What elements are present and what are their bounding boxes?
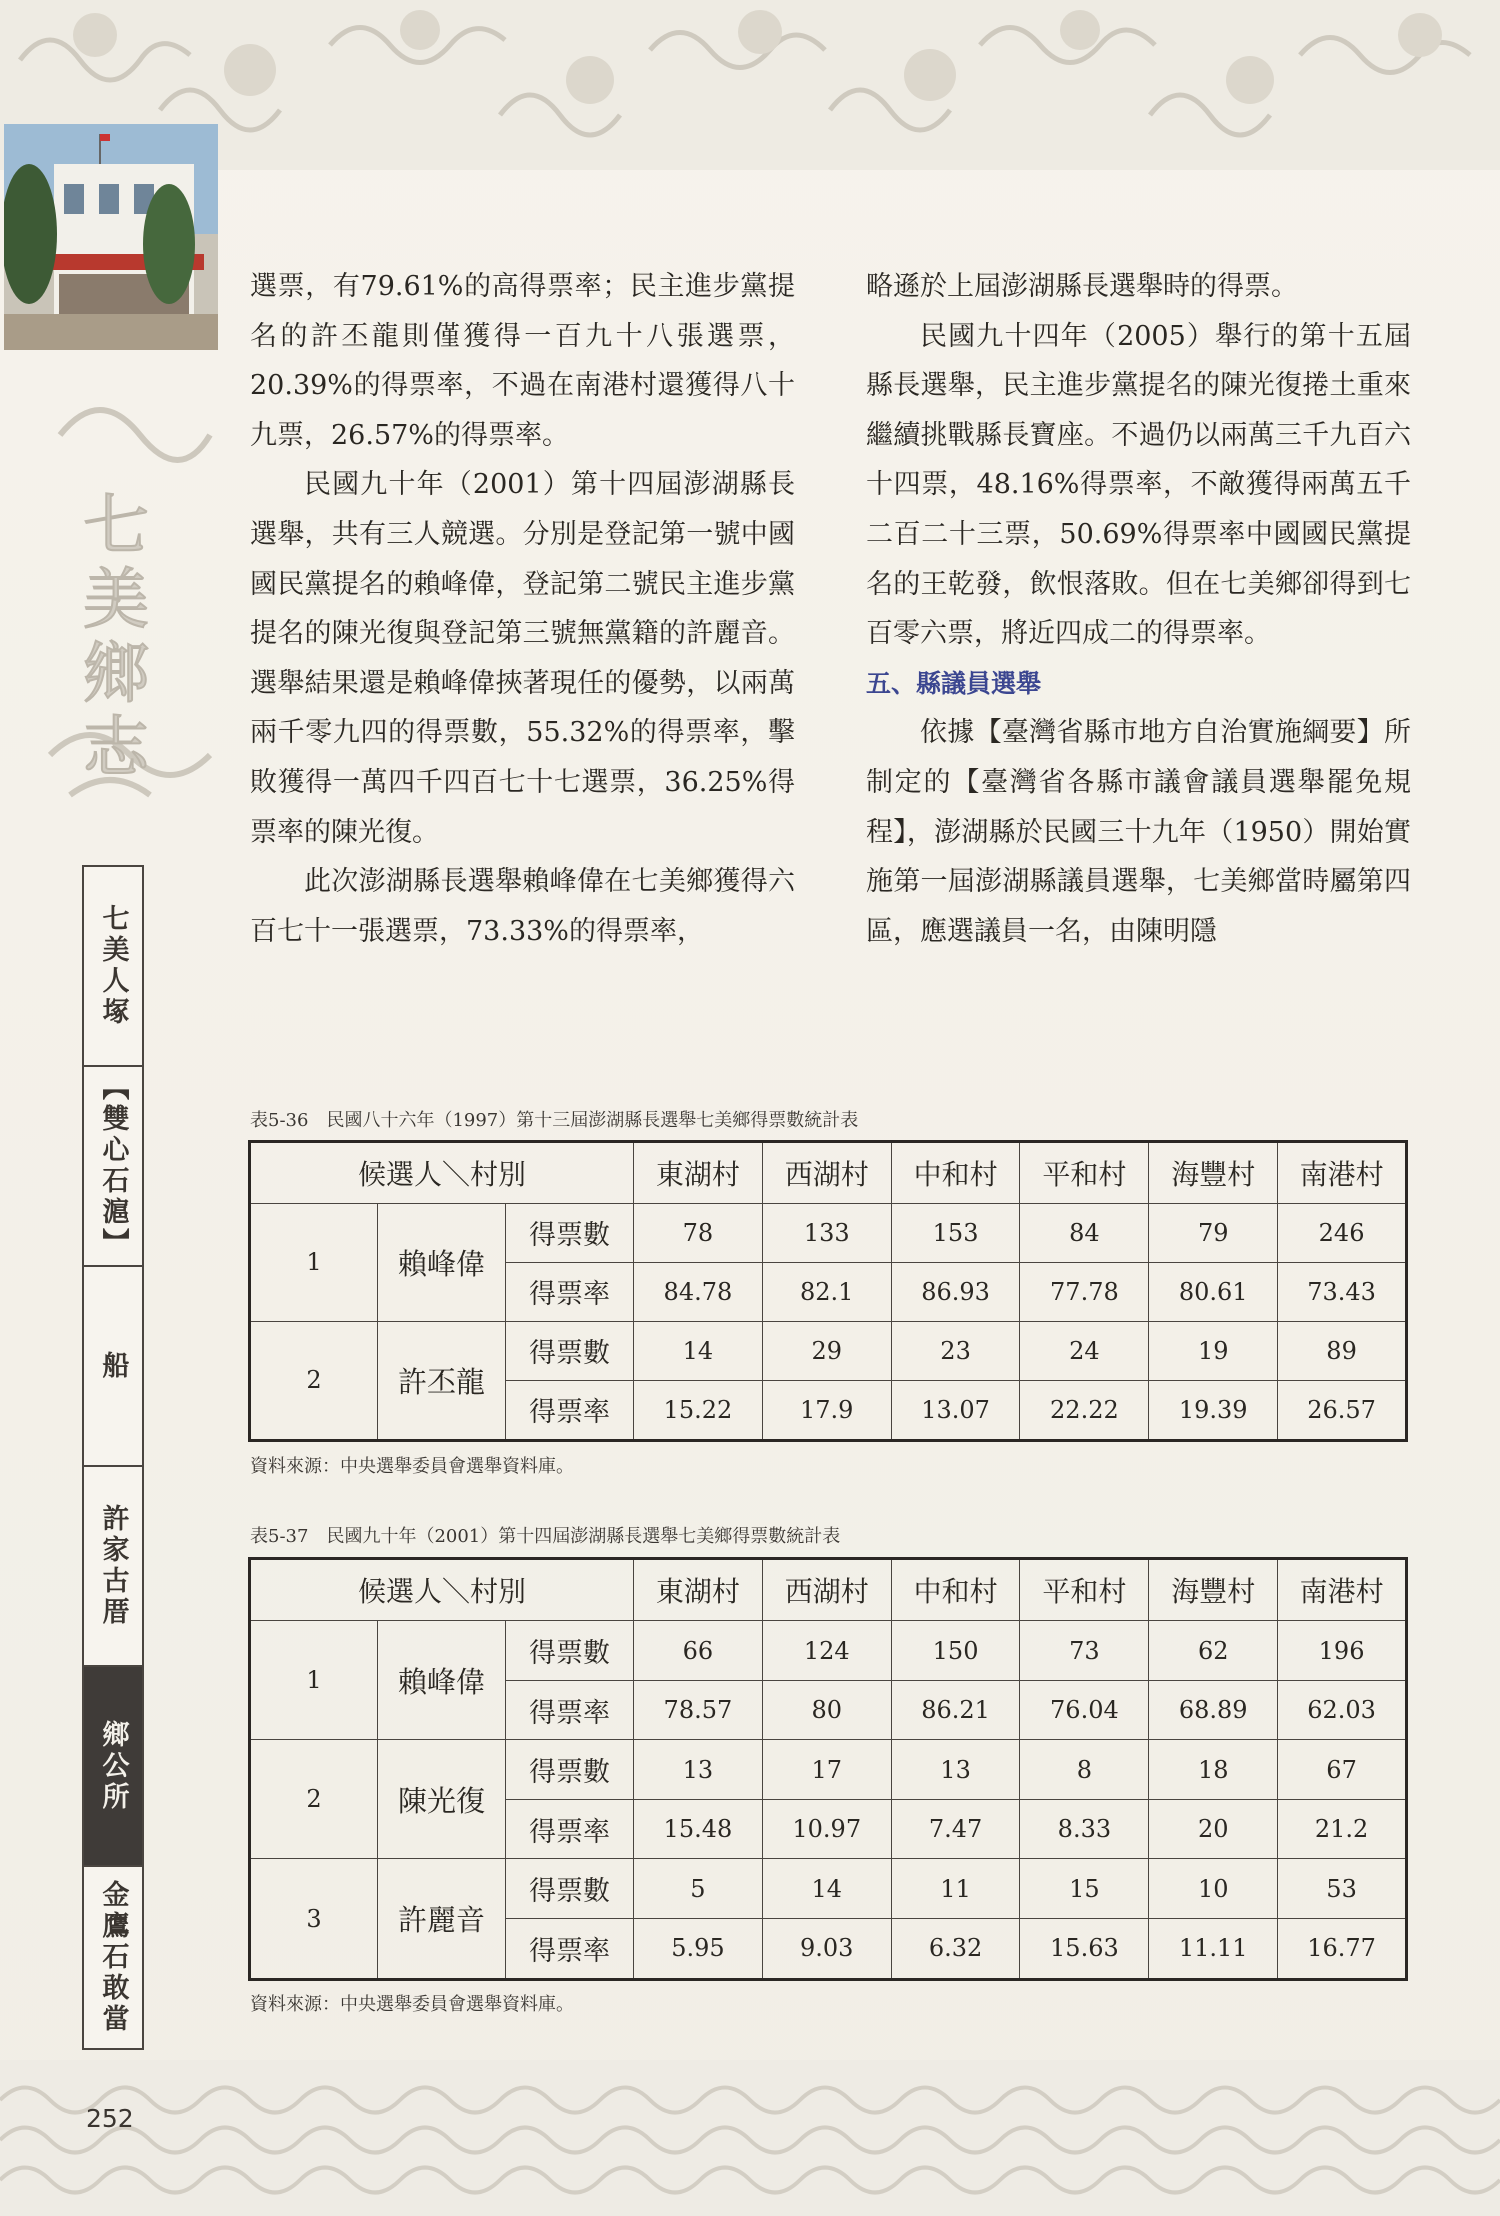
cell: 11 [891,1859,1020,1919]
metric-label: 得票數 [506,1621,634,1681]
cell: 7.47 [891,1799,1020,1859]
tab-label: 七美人塚 [97,904,129,1028]
paragraph: 選票，有79.61%的高得票率；民主進步黨提名的許丕龍則僅獲得一百九十八張選票，20.39%的得票率，不過在南港村還獲得八十九票，26.57%的得票率。 [250,271,795,451]
metric-label: 得票數 [506,1740,634,1800]
metric-label: 得票率 [506,1380,634,1440]
village-header: 西湖村 [762,1559,891,1621]
village-header: 東湖村 [634,1142,763,1204]
cell: 15.48 [634,1799,763,1859]
village-header: 海豐村 [1149,1142,1278,1204]
cell: 9.03 [762,1918,891,1979]
candidate-number: 1 [250,1621,378,1740]
cell: 5 [634,1859,763,1919]
right-text-column [866,262,1411,956]
village-header: 西湖村 [762,1142,891,1204]
tab-eagle-stone[interactable] [84,1867,142,2048]
cell: 18 [1149,1740,1278,1800]
tab-twin-hearts-weir[interactable] [84,1067,142,1267]
tab-qimei-tomb[interactable] [84,867,142,1067]
tab-label: 【雙心石滬】 [97,1073,129,1259]
paragraph: 民國九十四年（2005）舉行的第十五屆縣長選舉，民主進步黨提名的陳光復捲土重來繼續挑戰縣長寶座。不過仍以兩萬三千九百六十四票，48.16%得票率，不敵獲得兩萬五千二百二十三票，50.69%得票率中國國民黨提名的王乾發，飲恨落敗。但在七美鄉卻得到七百零六票，將近四成二的得票率。 [866,320,1411,650]
cell: 13 [634,1740,763,1800]
cell: 20 [1149,1799,1278,1859]
table-caption: 表5-37 民國九十年（2001）第十四屆澎湖縣長選舉七美鄉得票數統計表 [250,1526,841,1547]
header-label: 候選人＼村別 [250,1142,634,1204]
paragraph: 略遜於上屆澎湖縣長選舉時的得票。 [866,271,1298,302]
cell: 80 [762,1680,891,1740]
cell: 10 [1149,1859,1278,1919]
cell: 14 [762,1859,891,1919]
candidate-name: 許麗音 [378,1859,506,1980]
cell: 6.32 [891,1918,1020,1979]
paragraph: 民國九十年（2001）第十四屆澎湖縣長選舉，共有三人競選。分別是登記第一號中國國民黨提名的賴峰偉，登記第二號民主進步黨提名的陳光復與登記第三號無黨籍的許麗音。選舉結果還是賴峰偉挾著現任的優勢，以兩萬兩千零九四的得票數，55.32%的得票率，擊敗獲得一萬四千四百七十七選票，36.25%得票率的陳光復。 [250,469,795,848]
table-row [250,1740,1407,1800]
left-text-column [250,262,795,956]
table-row [250,1621,1407,1681]
cell: 17 [762,1740,891,1800]
wave-pattern-footer [0,2060,1500,2216]
metric-label: 得票率 [506,1680,634,1740]
election-table-2001 [248,1557,1408,1981]
metric-label: 得票數 [506,1859,634,1919]
table-source: 資料來源：中央選舉委員會選舉資料庫。 [250,1456,574,1477]
cell: 24 [1020,1321,1149,1380]
village-header: 南港村 [1278,1142,1407,1204]
metric-label: 得票率 [506,1918,634,1979]
cell: 53 [1278,1859,1407,1919]
cell: 86.21 [891,1680,1020,1740]
table-row [250,1321,1407,1380]
cell: 66 [634,1621,763,1681]
cell: 11.11 [1149,1918,1278,1979]
header-label: 候選人＼村別 [250,1559,634,1621]
cell: 133 [762,1203,891,1262]
cell: 16.77 [1278,1918,1407,1979]
cell: 80.61 [1149,1262,1278,1321]
cell: 19 [1149,1321,1278,1380]
candidate-name: 陳光復 [378,1740,506,1859]
cell: 15 [1020,1859,1149,1919]
cell: 10.97 [762,1799,891,1859]
book-brand-title [40,395,220,835]
village-header: 平和村 [1020,1559,1149,1621]
cloud-pattern-header [0,0,1500,170]
table-row [250,1859,1407,1919]
tab-label: 金鷹石敢當 [97,1880,129,2035]
village-header: 平和村 [1020,1142,1149,1204]
candidate-name: 賴峰偉 [378,1621,506,1740]
cell: 86.93 [891,1262,1020,1321]
metric-label: 得票數 [506,1203,634,1262]
candidate-name: 賴峰偉 [378,1203,506,1321]
chapter-tabs [82,865,144,2050]
book-brand-text: 七美鄉志 [71,490,149,786]
tab-label: 船 [97,1350,129,1382]
cell: 73 [1020,1621,1149,1681]
cell: 150 [891,1621,1020,1681]
cell: 8.33 [1020,1799,1149,1859]
metric-label: 得票率 [506,1262,634,1321]
cell: 246 [1278,1203,1407,1262]
cell: 62 [1149,1621,1278,1681]
cell: 23 [891,1321,1020,1380]
candidate-number: 2 [250,1740,378,1859]
cell: 78 [634,1203,763,1262]
village-header: 中和村 [891,1142,1020,1204]
candidate-number: 1 [250,1203,378,1321]
village-header: 海豐村 [1149,1559,1278,1621]
cell: 89 [1278,1321,1407,1380]
table-source: 資料來源：中央選舉委員會選舉資料庫。 [250,1994,574,2015]
metric-label: 得票率 [506,1799,634,1859]
cell: 19.39 [1149,1380,1278,1440]
cell: 84 [1020,1203,1149,1262]
cell: 78.57 [634,1680,763,1740]
paragraph: 依據【臺灣省縣市地方自治實施綱要】所制定的【臺灣省各縣市議會議員選舉罷免規程】，澎湖縣於民國三十九年（1950）開始實施第一屆澎湖縣議員選舉，七美鄉當時屬第四區，應選議員一名，由陳明隱 [866,717,1411,947]
table-header-row [250,1559,1407,1621]
cell: 77.78 [1020,1262,1149,1321]
page-number: 252 [86,2104,134,2133]
cell: 82.1 [762,1262,891,1321]
village-header: 東湖村 [634,1559,763,1621]
tab-label: 鄉公所 [97,1719,129,1813]
cell: 5.95 [634,1918,763,1979]
tab-township-office[interactable] [84,1667,142,1867]
cell: 13 [891,1740,1020,1800]
cell: 124 [762,1621,891,1681]
township-office-photo [4,124,218,350]
cell: 67 [1278,1740,1407,1800]
cell: 8 [1020,1740,1149,1800]
cell: 73.43 [1278,1262,1407,1321]
candidate-number: 2 [250,1321,378,1440]
paragraph: 此次澎湖縣長選舉賴峰偉在七美鄉獲得六百七十一張選票，73.33%的得票率， [250,866,795,947]
section-heading: 五、縣議員選舉 [866,668,1042,698]
tab-label: 許家古厝 [97,1504,129,1628]
cell: 79 [1149,1203,1278,1262]
election-table-1997 [248,1140,1408,1442]
village-header: 中和村 [891,1559,1020,1621]
cell: 153 [891,1203,1020,1262]
table-caption: 表5-36 民國八十六年（1997）第十三屆澎湖縣長選舉七美鄉得票數統計表 [250,1110,859,1131]
cell: 15.63 [1020,1918,1149,1979]
cell: 26.57 [1278,1380,1407,1440]
tab-boat[interactable] [84,1267,142,1467]
cell: 76.04 [1020,1680,1149,1740]
tab-hsu-house[interactable] [84,1467,142,1667]
cell: 14 [634,1321,763,1380]
cell: 15.22 [634,1380,763,1440]
cell: 22.22 [1020,1380,1149,1440]
cell: 84.78 [634,1262,763,1321]
table-header-row [250,1142,1407,1204]
cell: 62.03 [1278,1680,1407,1740]
cell: 13.07 [891,1380,1020,1440]
cell: 68.89 [1149,1680,1278,1740]
table-row [250,1203,1407,1262]
metric-label: 得票數 [506,1321,634,1380]
candidate-name: 許丕龍 [378,1321,506,1440]
village-header: 南港村 [1278,1559,1407,1621]
cell: 196 [1278,1621,1407,1681]
cell: 21.2 [1278,1799,1407,1859]
candidate-number: 3 [250,1859,378,1980]
cell: 17.9 [762,1380,891,1440]
cell: 29 [762,1321,891,1380]
